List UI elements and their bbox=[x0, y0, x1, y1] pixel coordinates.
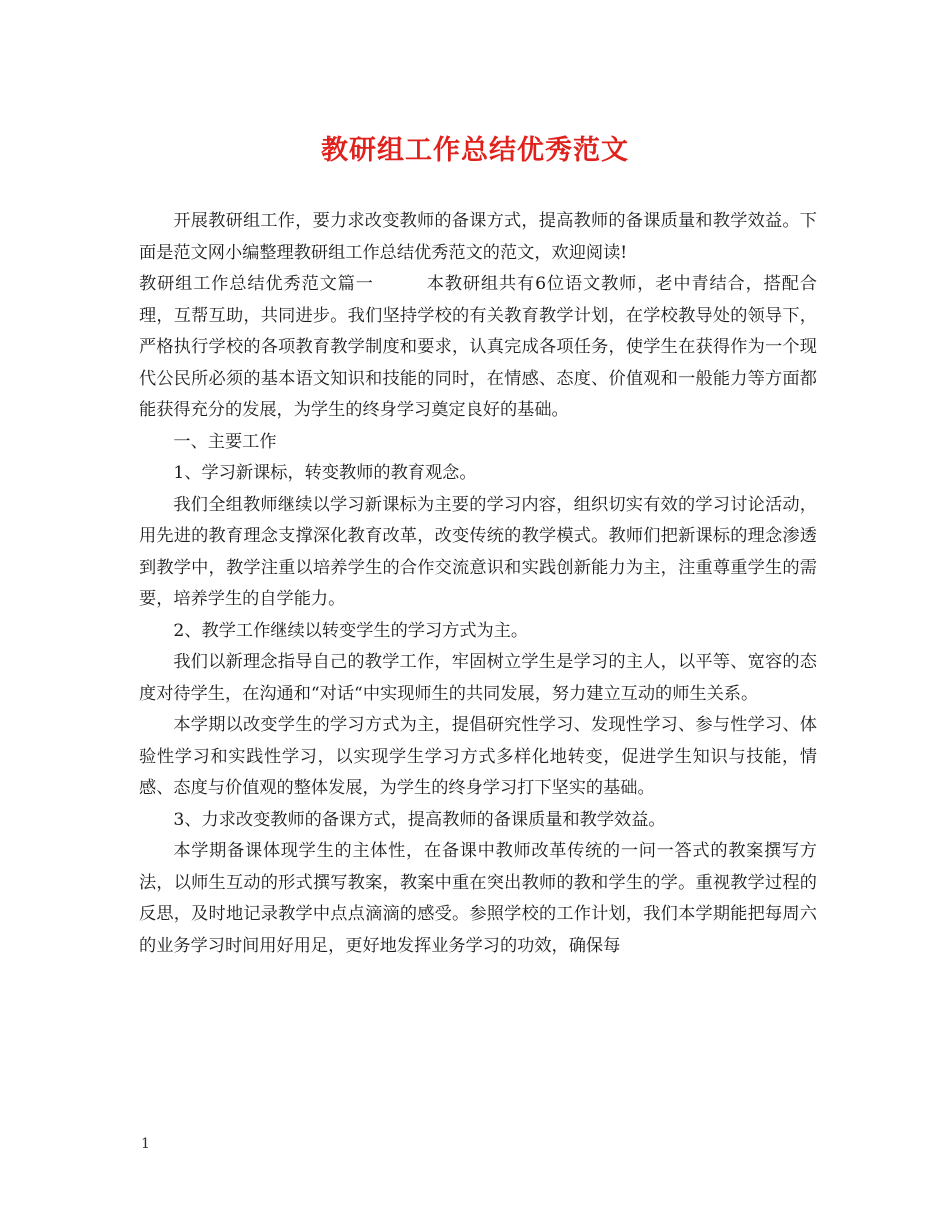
item2-paragraph-2: 本学期以改变学生的学习方式为主，提倡研究性学习、发现性学习、参与性学习、体验性学习和实践性学习，以实现学生学习方式多样化地转变，促进学生知识与技能，情感、态度与价值观的整体发展，为学生的终身学习打下坚实的基础。 bbox=[139, 715, 817, 798]
document-title: 教研组工作总结优秀范文 bbox=[321, 135, 629, 166]
item1-paragraph: 我们全组教师继续以学习新课标为主要的学习内容，组织切实有效的学习讨论活动，用先进的教育理念支撑深化教育改革，改变传统的教学模式。教师们把新课标的理念渗透到教学中，教学注重以培养学生的合作交流意识和实践创新能力为主，注重尊重学生的需要，培养学生的自学能力。 bbox=[139, 494, 817, 609]
item3-paragraph: 本学期备课体现学生的主体性，在备课中教师改革传统的一问一答式的教案撰写方法，以师生互动的形式撰写教案，教案中重在突出教师的教和学生的学。重视教学过程的反思，及时地记录教学中点点滴滴的感受。参照学校的工作计划，我们本学期能把每周六的业务学习时间用好用足，更好地发挥业务学习的功效，确保每 bbox=[139, 841, 817, 956]
intro-paragraph: 开展教研组工作，要力求改变教师的备课方式，提高教师的备课质量和教学效益。下面是范文网小编整理教研组工作总结优秀范文的范文，欢迎阅读! bbox=[139, 211, 817, 263]
item1-heading: 1、学习新课标，转变教师的教育观念。 bbox=[173, 463, 477, 483]
section-first-paragraph bbox=[139, 269, 817, 427]
heading-main-work: 一、主要工作 bbox=[173, 431, 277, 452]
section-label: 教研组工作总结优秀范文篇一 bbox=[139, 274, 374, 294]
item3-heading: 3、力求改变教师的备课方式，提高教师的备课质量和教学效益。 bbox=[173, 809, 666, 830]
item2-paragraph-1: 我们以新理念指导自己的教学工作，牢固树立学生是学习的主人，以平等、宽容的态度对待学生，在沟通和“对话“中实现师生的共同发展，努力建立互动的师生关系。 bbox=[139, 652, 817, 704]
document-body bbox=[139, 206, 817, 962]
section-first-text: 本教研组共有6位语文教师，老中青结合，搭配合理，互帮互助，共同进步。我们坚持学校的有关教育教学计划，在学校教导处的领导下，严格执行学校的各项教育教学制度和要求，认真完成各项任务，使学生在获得作为一个现代公民所必须的基本语文知识和技能的同时，在情感、态度、价值观和一般能力等方面都能获得充分的发展，为学生的终身学习奠定良好的基础。 bbox=[139, 274, 817, 420]
item2-heading: 2、教学工作继续以转变学生的学习方式为主。 bbox=[173, 620, 529, 641]
page-number: 1 bbox=[141, 1136, 150, 1152]
